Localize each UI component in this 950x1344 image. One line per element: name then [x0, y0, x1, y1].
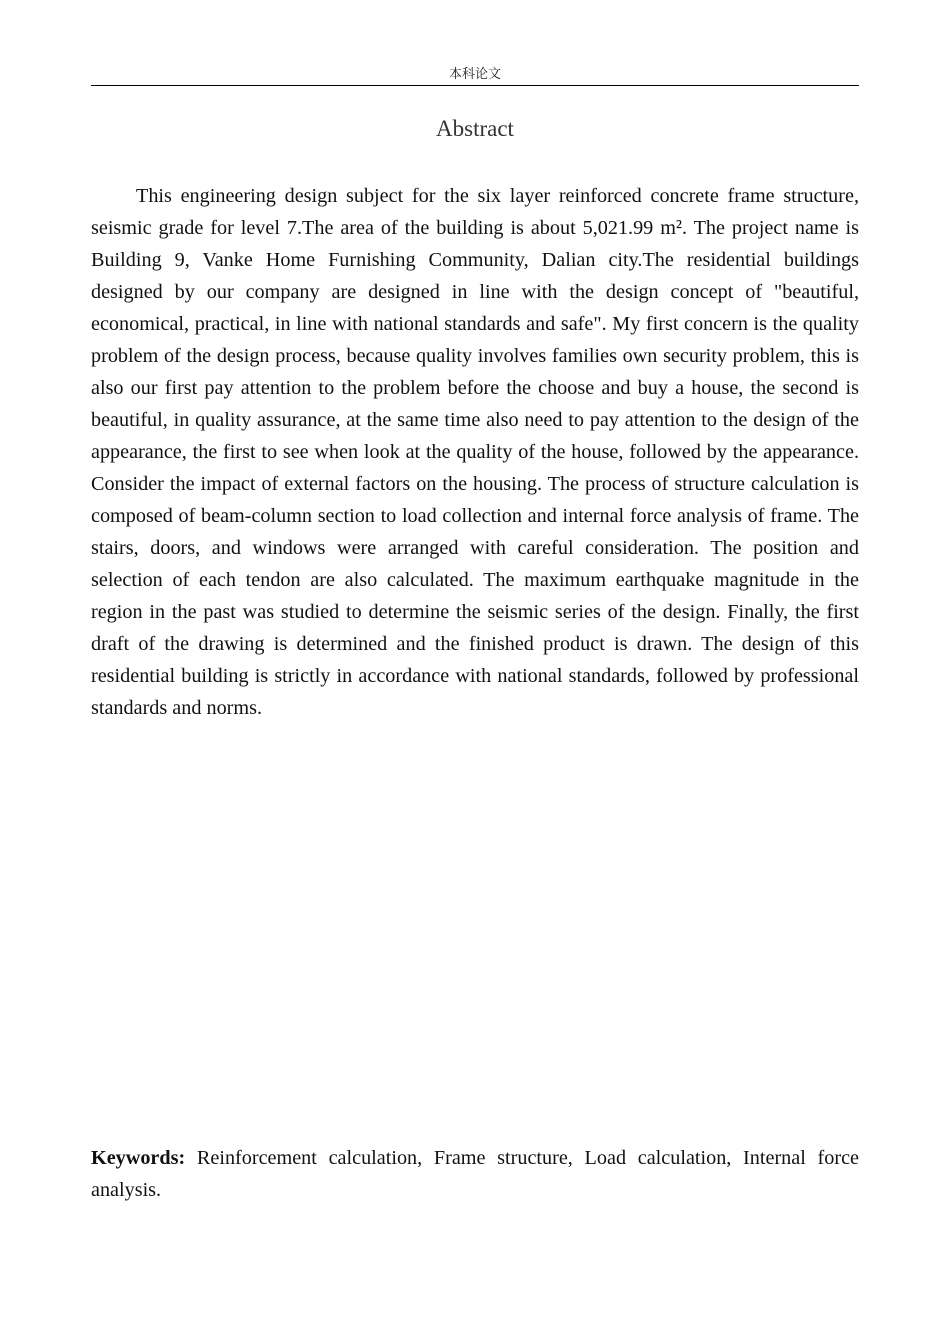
header-divider: [91, 85, 859, 86]
keywords-text: Reinforcement calculation, Frame structure, Load calculation, Internal force analysis.: [91, 1147, 859, 1201]
running-header: 本科论文: [448, 67, 501, 82]
abstract-body: This engineering design subject for the six layer reinforced concrete frame structure, seismic grade for level 7.The area of the building is about 5,021.99 m². The project name is Building 9, Vanke Home Furnishing Community, Dalian city.The residential buildings designed by our company are designed in line with the design concept of "beautiful, economical, practical, in line with national standards and safe". My first concern is the quality problem of the design process, because quality involves families own security problem, this is also our first pay attention to the problem before the choose and buy a house, the second is beautiful, in quality assurance, at the same time also need to pay attention to the design of the appearance, the first to see when look at the quality of the house, followed by the appearance. Consider the impact of external factors on the housing. The process of structure calculation is composed of beam-column section to load collection and internal force analysis of frame. The stairs, doors, and windows were arranged with careful consideration. The position and selection of each tendon are also calculated. The maximum earthquake magnitude in the region in the past was studied to determine the seismic series of the design. Finally, the first draft of the drawing is determined and the finished product is drawn. The design of this residential building is strictly in accordance with national standards, followed by professional standards and norms.: [91, 185, 859, 719]
keywords-paragraph: [91, 1142, 859, 1206]
keywords-label: Keywords:: [91, 1147, 186, 1169]
abstract-title: Abstract: [436, 116, 514, 141]
